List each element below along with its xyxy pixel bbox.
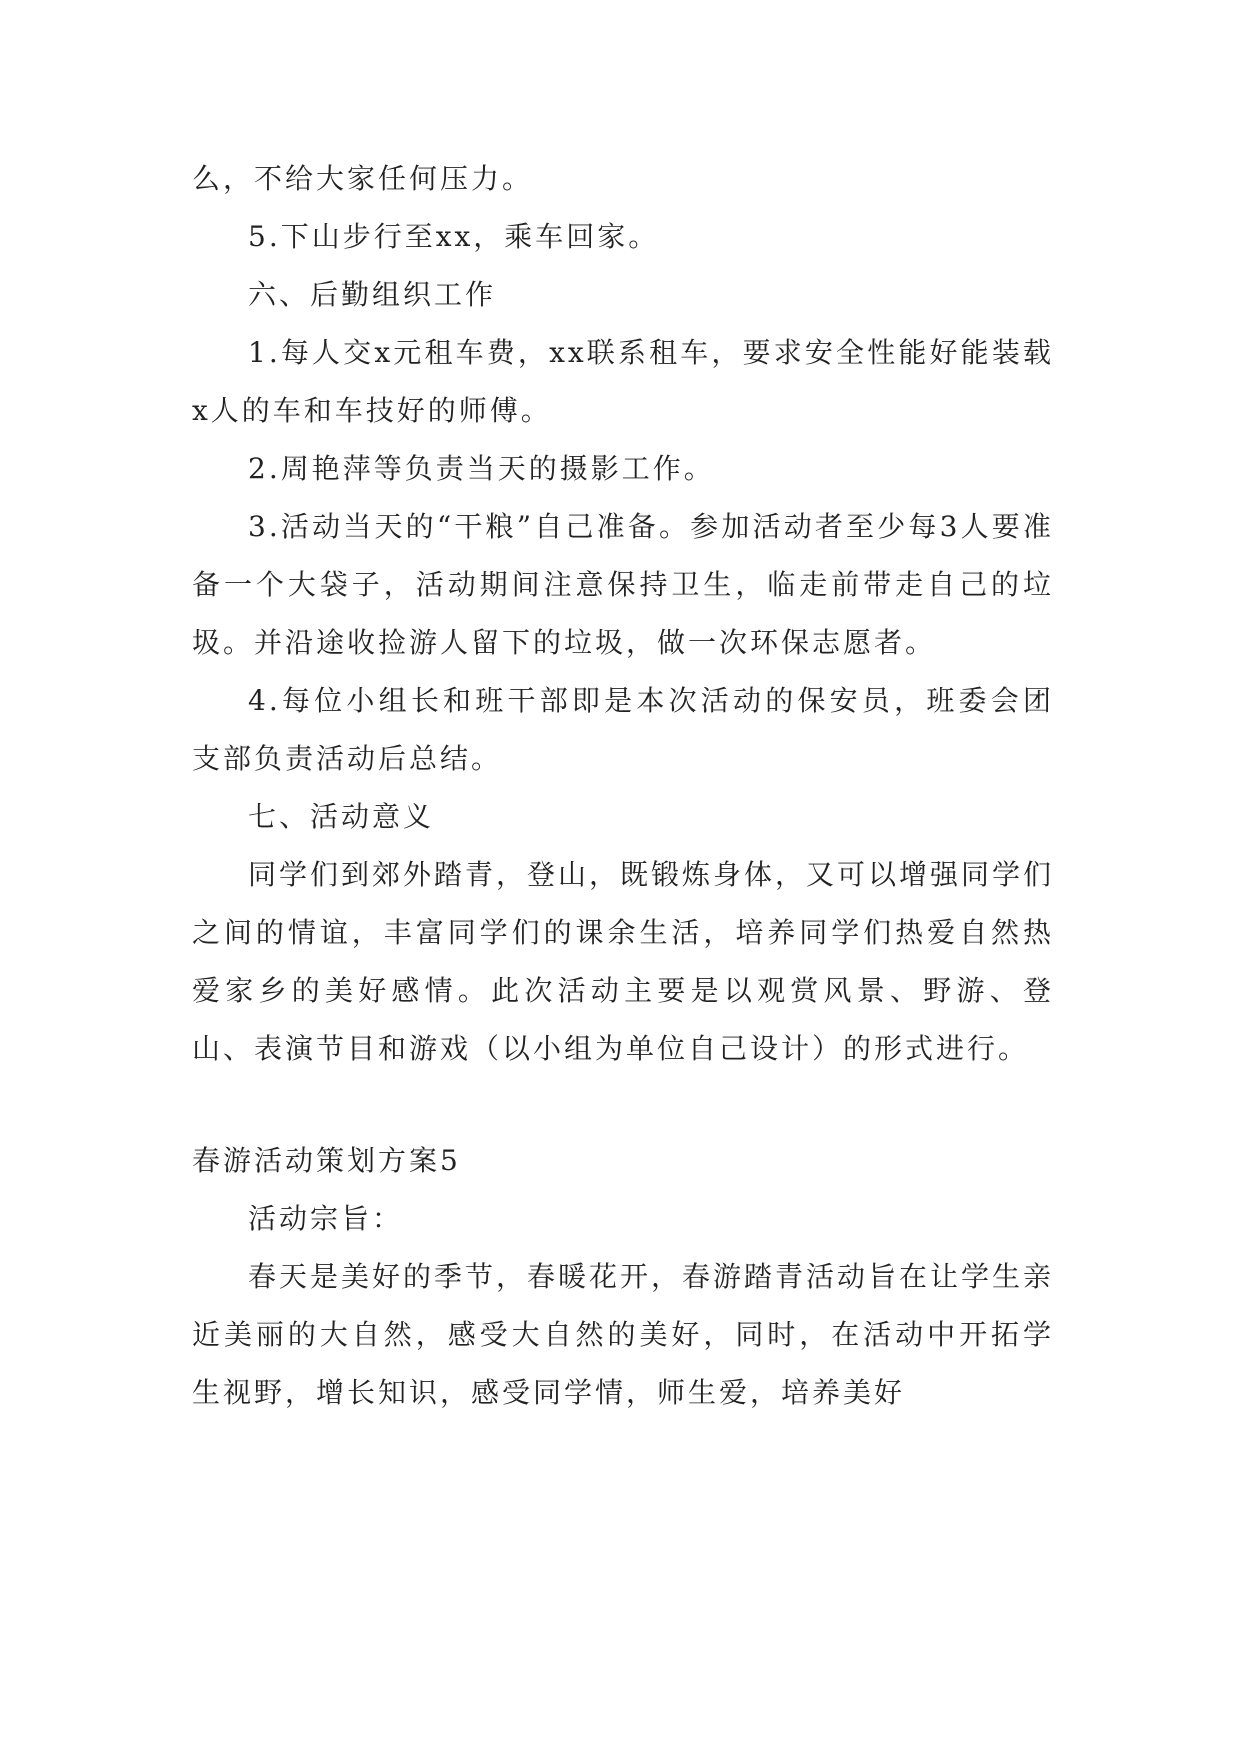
paragraph-logistics-2: 2.周艳萍等负责当天的摄影工作。 xyxy=(248,452,715,485)
paragraph-step-5: 5.下山步行至xx，乘车回家。 xyxy=(248,220,660,253)
heading-purpose: 活动宗旨： xyxy=(248,1202,404,1235)
section-spacer xyxy=(192,1078,1054,1132)
paragraph-continuation: 么，不给大家任何压力。 xyxy=(192,162,534,195)
paragraph-purpose: 春天是美好的季节，春暖花开，春游踏青活动旨在让学生亲近美丽的大自然，感受大自然的美好，同时，在活动中开拓学生视野，增长知识，感受同学情，师生爱，培养美好 xyxy=(192,1260,1055,1409)
heading-significance: 七、活动意义 xyxy=(248,800,435,833)
paragraph-logistics-3: 3.活动当天的“干粮”自己准备。参加活动者至少每3人要准备一个大袋子，活动期间注意保持卫生，临走前带走自己的垃圾。并沿途收捡游人留下的垃圾，做一次环保志愿者。 xyxy=(192,510,1054,659)
paragraph-logistics-4: 4.每位小组长和班干部即是本次活动的保安员，班委会团支部负责活动后总结。 xyxy=(192,684,1054,775)
section-title: 春游活动策划方案5 xyxy=(192,1144,461,1177)
paragraph-significance: 同学们到郊外踏青，登山，既锻炼身体，又可以增强同学们之间的情谊，丰富同学们的课余生活，培养同学们热爱自然热爱家乡的美好感情。此次活动主要是以观赏风景、野游、登山、表演节目和游戏（以小组为单位自己设计）的形式进行。 xyxy=(192,858,1055,1065)
document-body xyxy=(192,150,1054,1422)
heading-logistics: 六、后勤组织工作 xyxy=(248,278,497,311)
paragraph-logistics-1: 1.每人交x元租车费，xx联系租车，要求安全性能好能装载x人的车和车技好的师傅。 xyxy=(192,336,1054,427)
